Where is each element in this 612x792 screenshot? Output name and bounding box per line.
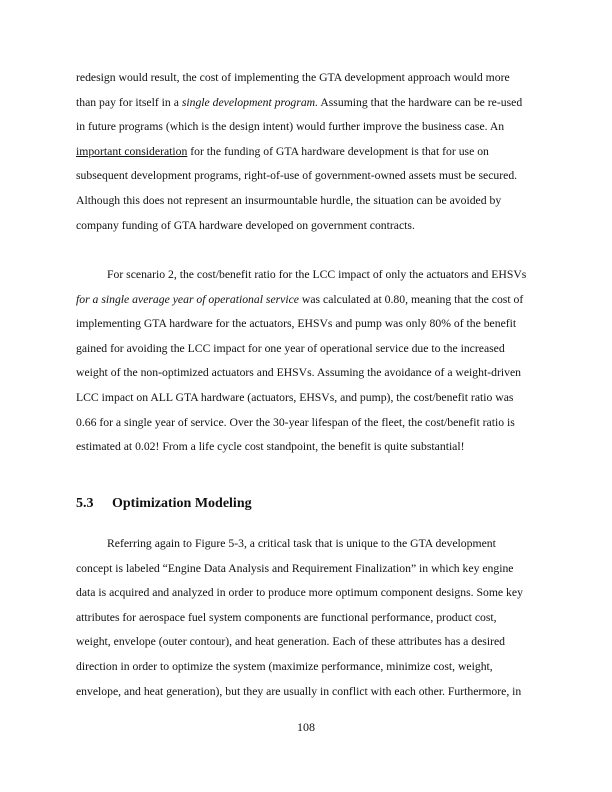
text-run: for the funding of GTA hardware development is that for use on [187, 144, 489, 158]
text-line [76, 91, 536, 116]
text-line: weight of the non-optimized actuators and EHSVs. Assuming the avoidance of a weight-driven [76, 366, 521, 380]
text-line: LCC impact on ALL GTA hardware (actuators, EHSVs, and pump), the cost/benefit ratio was [76, 390, 514, 404]
text-line: For scenario 2, the cost/benefit ratio for the LCC impact of only the actuators and EHSVs [107, 268, 527, 281]
text-line: Although this does not represent an insurmountable hurdle, the situation can be avoided by [76, 193, 502, 207]
text-line: direction in order to optimize the system (maximize performance, minimize cost, weight, [76, 659, 493, 673]
emphasis-text: single development program. [181, 95, 319, 109]
text-line [76, 140, 536, 165]
paragraph-business-case [76, 66, 536, 238]
underlined-text: important consideration [76, 144, 188, 158]
text-run: was calculated at 0.80, meaning that the cost of [299, 292, 524, 306]
text-line: data is acquired and analyzed in order to produce more optimum component designs. Some key [76, 586, 523, 600]
paragraph-scenario-2 [76, 263, 536, 460]
text-line: attributes for aerospace fuel system components are functional performance, product cost, [76, 610, 497, 624]
text-line: implementing GTA hardware for the actuators, EHSVs and pump was only 80% of the benefit [76, 317, 517, 331]
text-line: weight, envelope (outer contour), and heat generation. Each of these attributes has a desired [76, 635, 506, 649]
text-line: 0.66 for a single year of service. Over the 30-year lifespan of the fleet, the cost/benefit ratio is [76, 415, 515, 429]
text-line: concept is labeled “Engine Data Analysis and Requirement Finalization” in which key engine [76, 561, 514, 575]
text-line: subsequent development programs, right-of-use of government-owned assets must be secured. [76, 169, 518, 183]
text-line: estimated at 0.02! From a life cycle cost standpoint, the benefit is quite substantial! [76, 440, 465, 454]
text-line [76, 288, 536, 313]
text-run: Assuming that the hardware can be re-used [318, 95, 523, 109]
text-run: than pay for itself in a [76, 95, 182, 109]
page-number: 108 [297, 720, 315, 734]
text-line: envelope, and heat generation), but they are usually in conflict with each other. Furthermore, in [76, 684, 522, 698]
section-title: Optimization Modeling [112, 496, 252, 511]
text-line: gained for avoiding the LCC impact for one year of operational service due to the increased [76, 341, 505, 355]
text-line: redesign would result, the cost of implementing the GTA development approach would more [76, 71, 510, 84]
text-line: in future programs (which is the design intent) would further improve the business case. An [76, 120, 505, 134]
section-heading [76, 496, 252, 512]
text-line: Referring again to Figure 5-3, a critical task that is unique to the GTA development [107, 537, 496, 550]
emphasis-text: for a single average year of operational service [76, 292, 299, 306]
text-line: company funding of GTA hardware developed on government contracts. [76, 218, 415, 232]
paragraph-optimization [76, 532, 536, 704]
section-number: 5.3 [76, 496, 94, 511]
